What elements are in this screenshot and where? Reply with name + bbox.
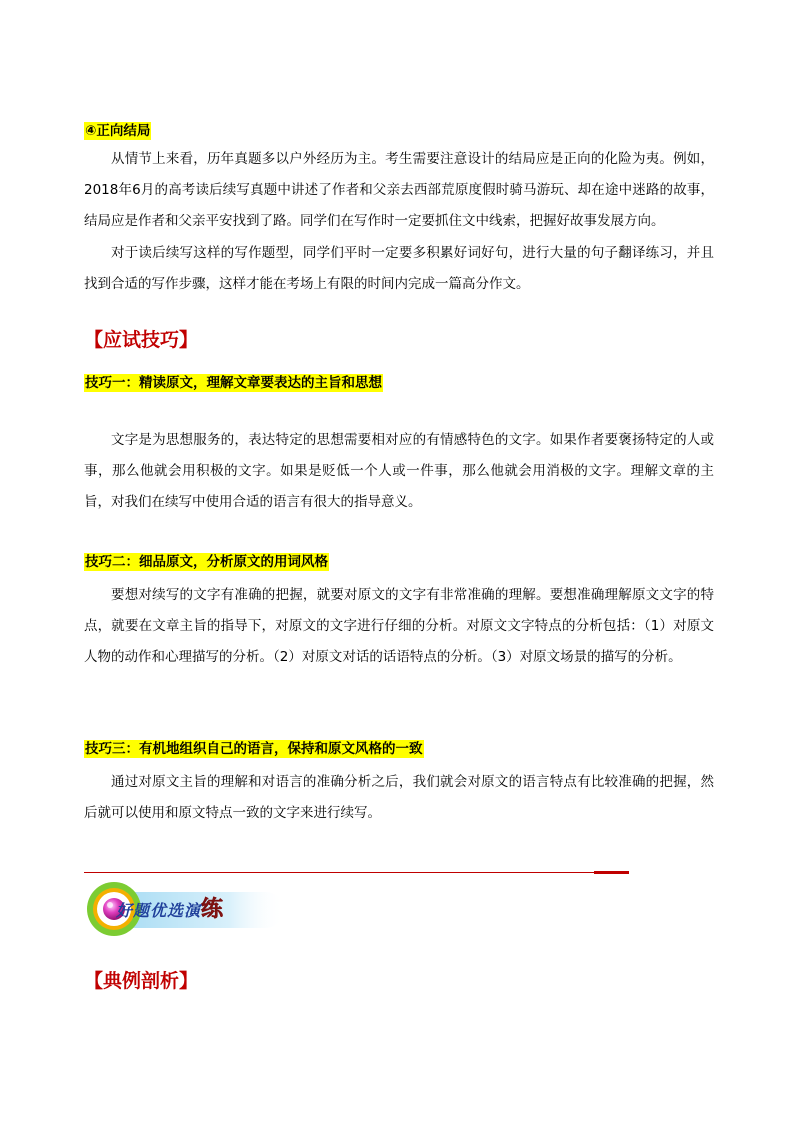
tip-2-heading: 技巧二：细品原文，分析原文的用词风格 [85, 554, 328, 570]
tip-1-heading: 技巧一：精读原文，理解文章要表达的主旨和思想 [85, 375, 382, 391]
paragraph-writing-advice: 对于读后续写这样的写作题型，同学们平时一定要多积累好词好句，进行大量的句子翻译练习，并且找到合适的写作步骤，这样才能在考场上有限的时间内完成一篇高分作文。 [84, 245, 714, 292]
divider-line [84, 872, 629, 873]
subheading-positive-ending: ④正向结局 [85, 123, 151, 139]
tip-3-body: 通过对原文主旨的理解和对语言的准确分析之后，我们就会对原文的语言特点有比较准确的把握，然后就可以使用和原文特点一致的文字来进行续写。 [84, 774, 714, 821]
tip-2-body: 要想对续写的文字有准确的把握，就要对原文的文字有非常准确的理解。要想准确理解原文文字的特点，就要在文章主旨的指导下，对原文的文字进行仔细的分析。对原文文字特点的分析包括：（1）对原文人物的动作和心理描写的分析。（2）对原文对话的话语特点的分析。（3）对原文场景的描写的分析。 [84, 587, 714, 665]
tip-1-body: 文字是为思想服务的，表达特定的思想需要相对应的有情感特色的文字。如果作者要褒扬特定的人或事，那么他就会用积极的文字。如果是贬低一个人或一件事，那么他就会用消极的文字。理解文章的主旨，对我们在续写中使用合适的语言有很大的指导意义。 [84, 432, 714, 510]
banner-text: 好题优选演 [116, 901, 202, 920]
tip-3-heading: 技巧三：有机地组织自己的语言，保持和原文风格的一致 [85, 741, 423, 757]
paragraph-plot-ending: 从情节上来看，历年真题多以户外经历为主。考生需要注意设计的结局应是正向的化险为夷。例如，2018年6月的高考读后续写真题中讲述了作者和父亲去西部荒原度假时骑马游玩、却在途中迷路的故事，结局应是作者和父亲平安找到了路。同学们在写作时一定要抓住文中线索，把握好故事发展方向。 [84, 151, 714, 229]
banner-label [116, 892, 224, 923]
section-title-example-analysis: 【典例剖析】 [84, 970, 199, 992]
section-title-exam-tips: 【应试技巧】 [84, 329, 199, 351]
banner-accent-char: 练 [201, 896, 225, 922]
divider-accent [594, 871, 629, 874]
